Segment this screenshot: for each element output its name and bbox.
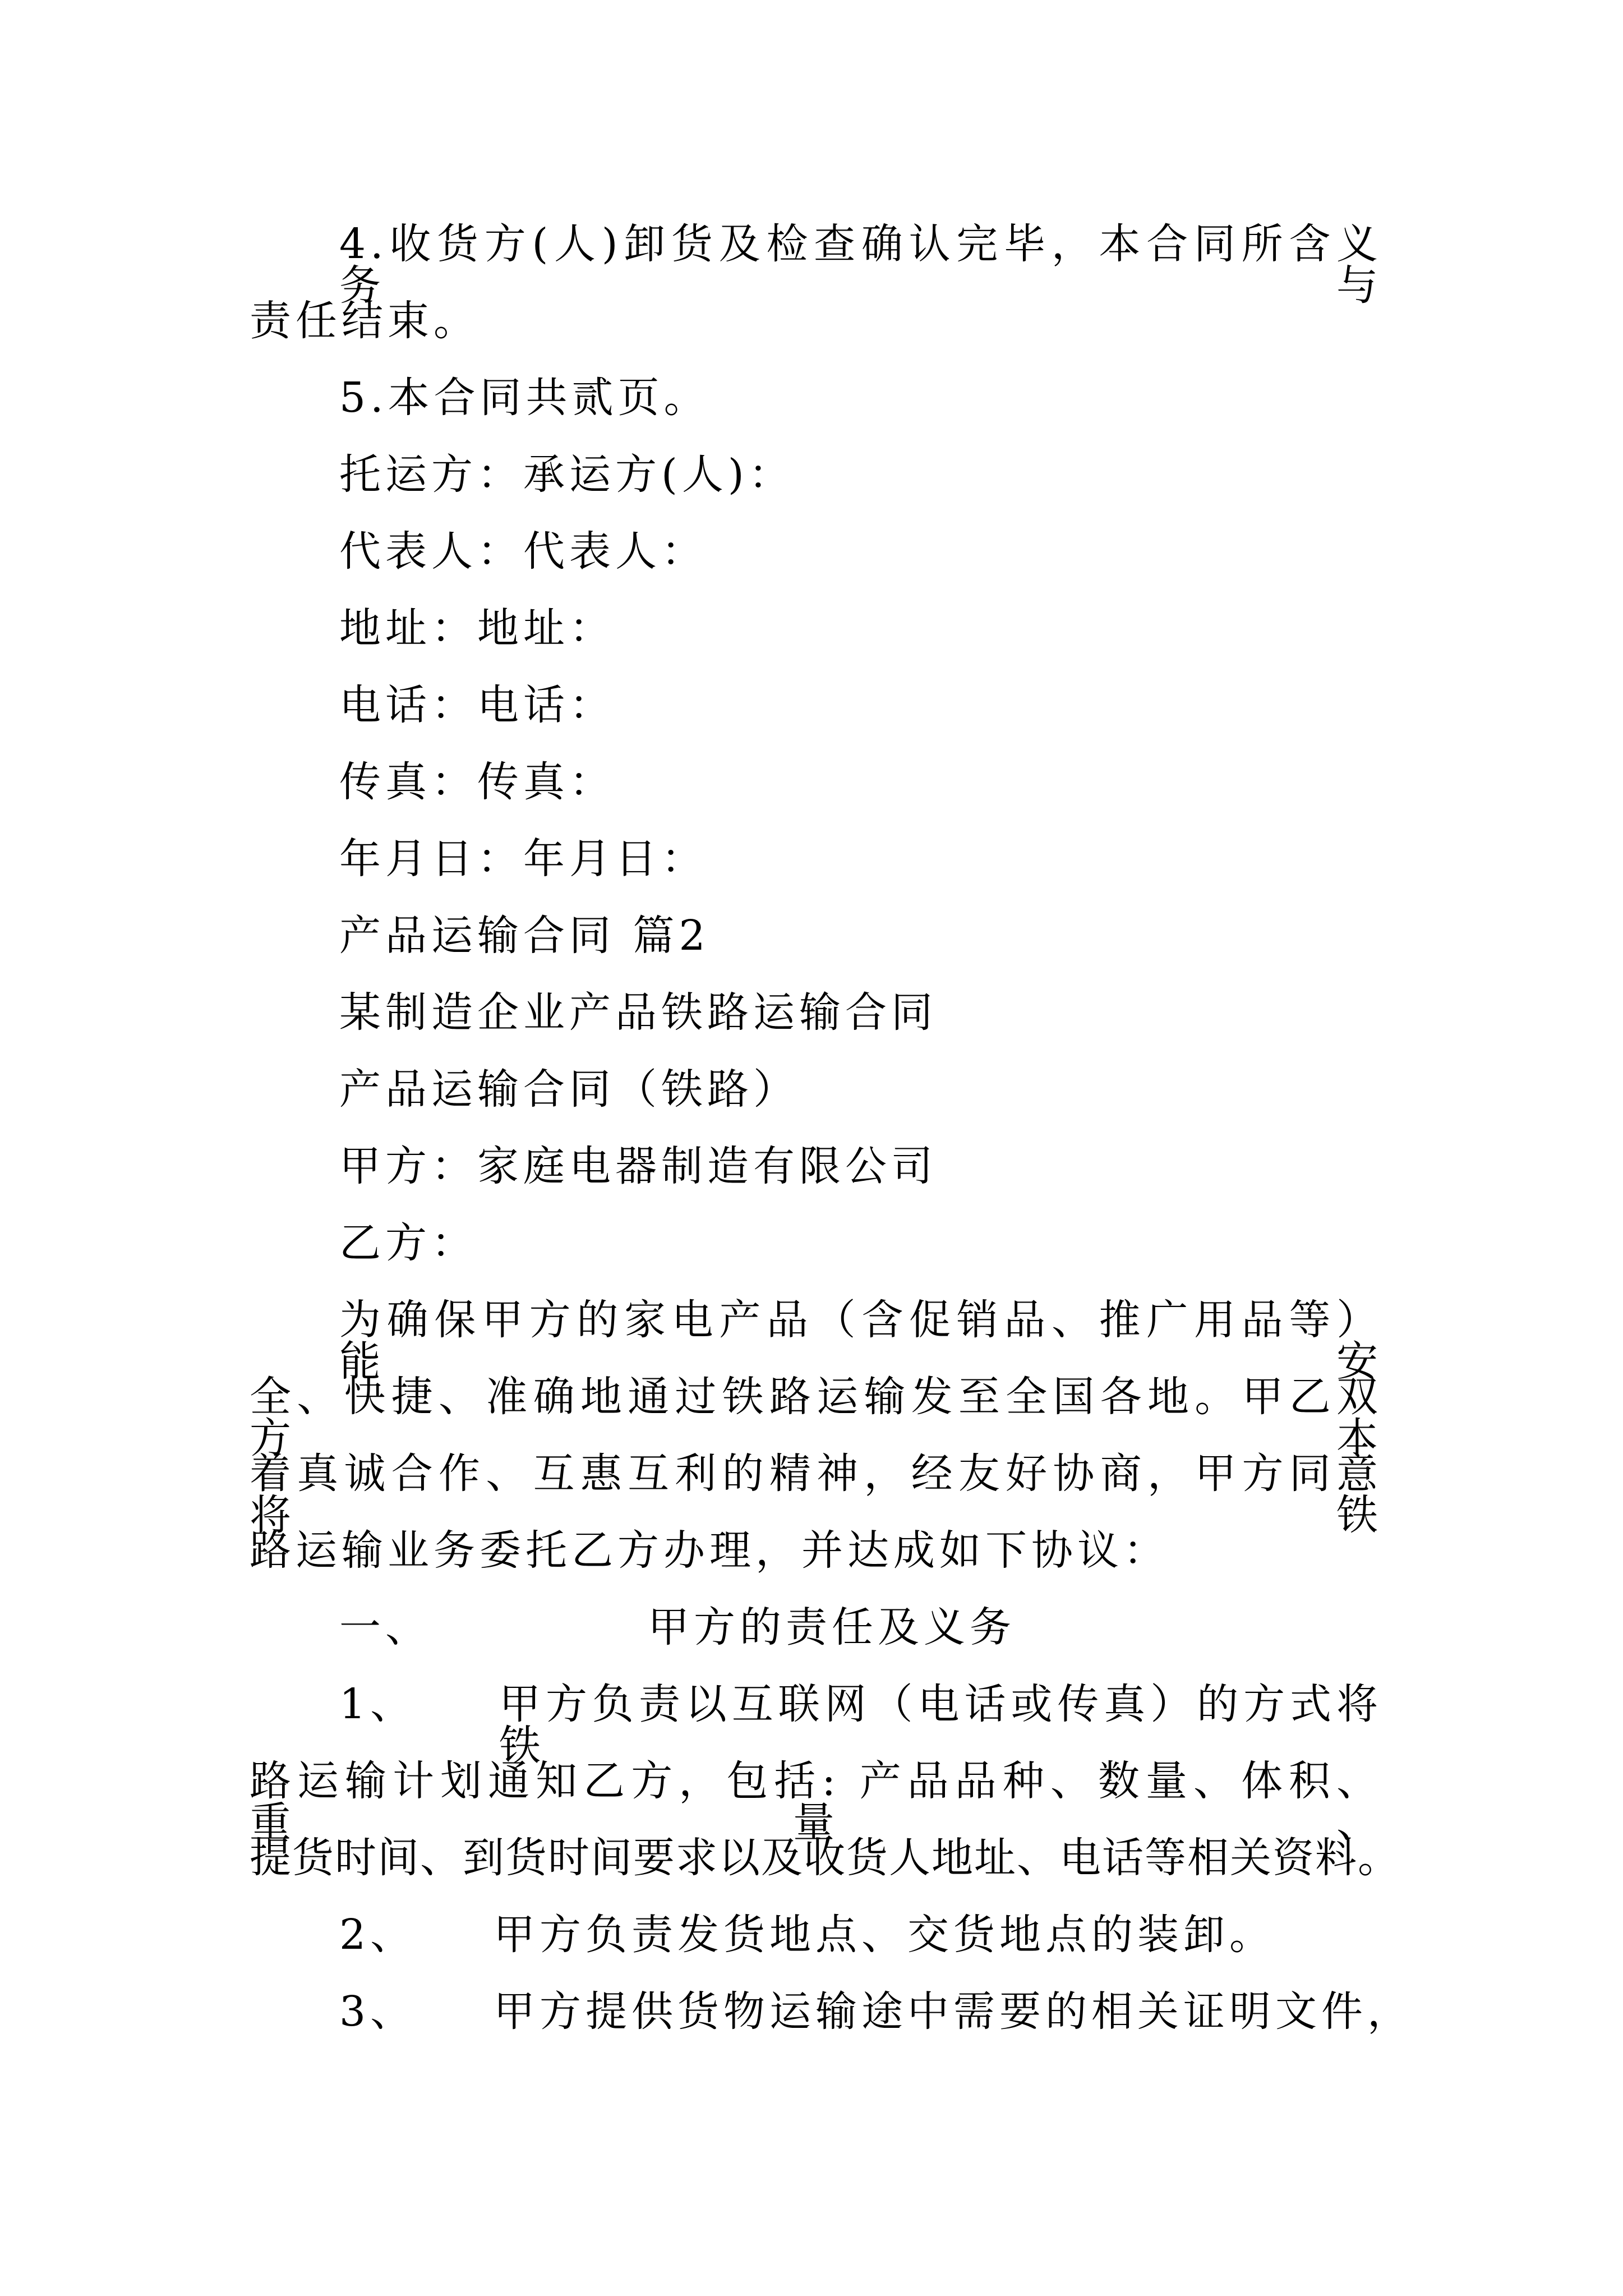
clause-1-line-2: 路运输计划通知乙方，包括: 产品品种、数量、体积、重量、 bbox=[250, 1757, 1382, 1847]
section-title: 产品运输合同 篇2 bbox=[339, 912, 710, 960]
signature-shipper-carrier: 托运方：承运方(人)： bbox=[339, 450, 795, 499]
item4-line1: 4.收货方(人)卸货及检查确认完毕，本合同所含义务与 bbox=[339, 220, 1382, 310]
clause-1-line-3: 提货时间、到货时间要求以及收货人地址、电话等相关资料。 bbox=[250, 1834, 1400, 1882]
clause-1-line-1: 甲方负责以互联网（电话或传真）的方式将铁 bbox=[499, 1680, 1382, 1770]
signature-phone: 电话：电话： bbox=[339, 681, 615, 729]
intro-line-1: 为确保甲方的家电产品（含促销品、推广用品等）能安 bbox=[339, 1296, 1382, 1386]
heading-1-number: 一、 bbox=[339, 1603, 431, 1651]
signature-address: 地址：地址： bbox=[339, 604, 615, 652]
intro-line-2: 全、快捷、准确地通过铁路运输发至全国各地。甲乙双方本 bbox=[250, 1373, 1382, 1462]
intro-line-4: 路运输业务委托乙方办理，并达成如下协议： bbox=[250, 1526, 1169, 1575]
intro-line-3: 着真诚合作、互惠互利的精神，经友好协商，甲方同意将铁 bbox=[250, 1450, 1382, 1539]
clause-1-number: 1、 bbox=[339, 1680, 417, 1728]
subtitle-company-contract: 某制造企业产品铁路运输合同 bbox=[339, 988, 937, 1037]
clause-2-text: 甲方负责发货地点、交货地点的装卸。 bbox=[494, 1911, 1275, 1959]
clause-2-number: 2、 bbox=[339, 1911, 417, 1959]
signature-date: 年月日：年月日： bbox=[339, 835, 707, 883]
signature-representative: 代表人：代表人： bbox=[339, 527, 707, 576]
party-b: 乙方： bbox=[339, 1219, 477, 1267]
item5: 5.本合同共贰页。 bbox=[339, 374, 710, 422]
party-a: 甲方：家庭电器制造有限公司 bbox=[339, 1142, 937, 1190]
item4-line2: 责任结束。 bbox=[250, 297, 479, 345]
subtitle-railway-contract: 产品运输合同（铁路） bbox=[339, 1065, 799, 1114]
clause-3-text: 甲方提供货物运输途中需要的相关证明文件， bbox=[494, 1987, 1413, 2036]
heading-1-text: 甲方的责任及义务 bbox=[648, 1603, 1016, 1651]
clause-3-number: 3、 bbox=[339, 1987, 417, 2036]
signature-fax: 传真：传真： bbox=[339, 758, 615, 806]
